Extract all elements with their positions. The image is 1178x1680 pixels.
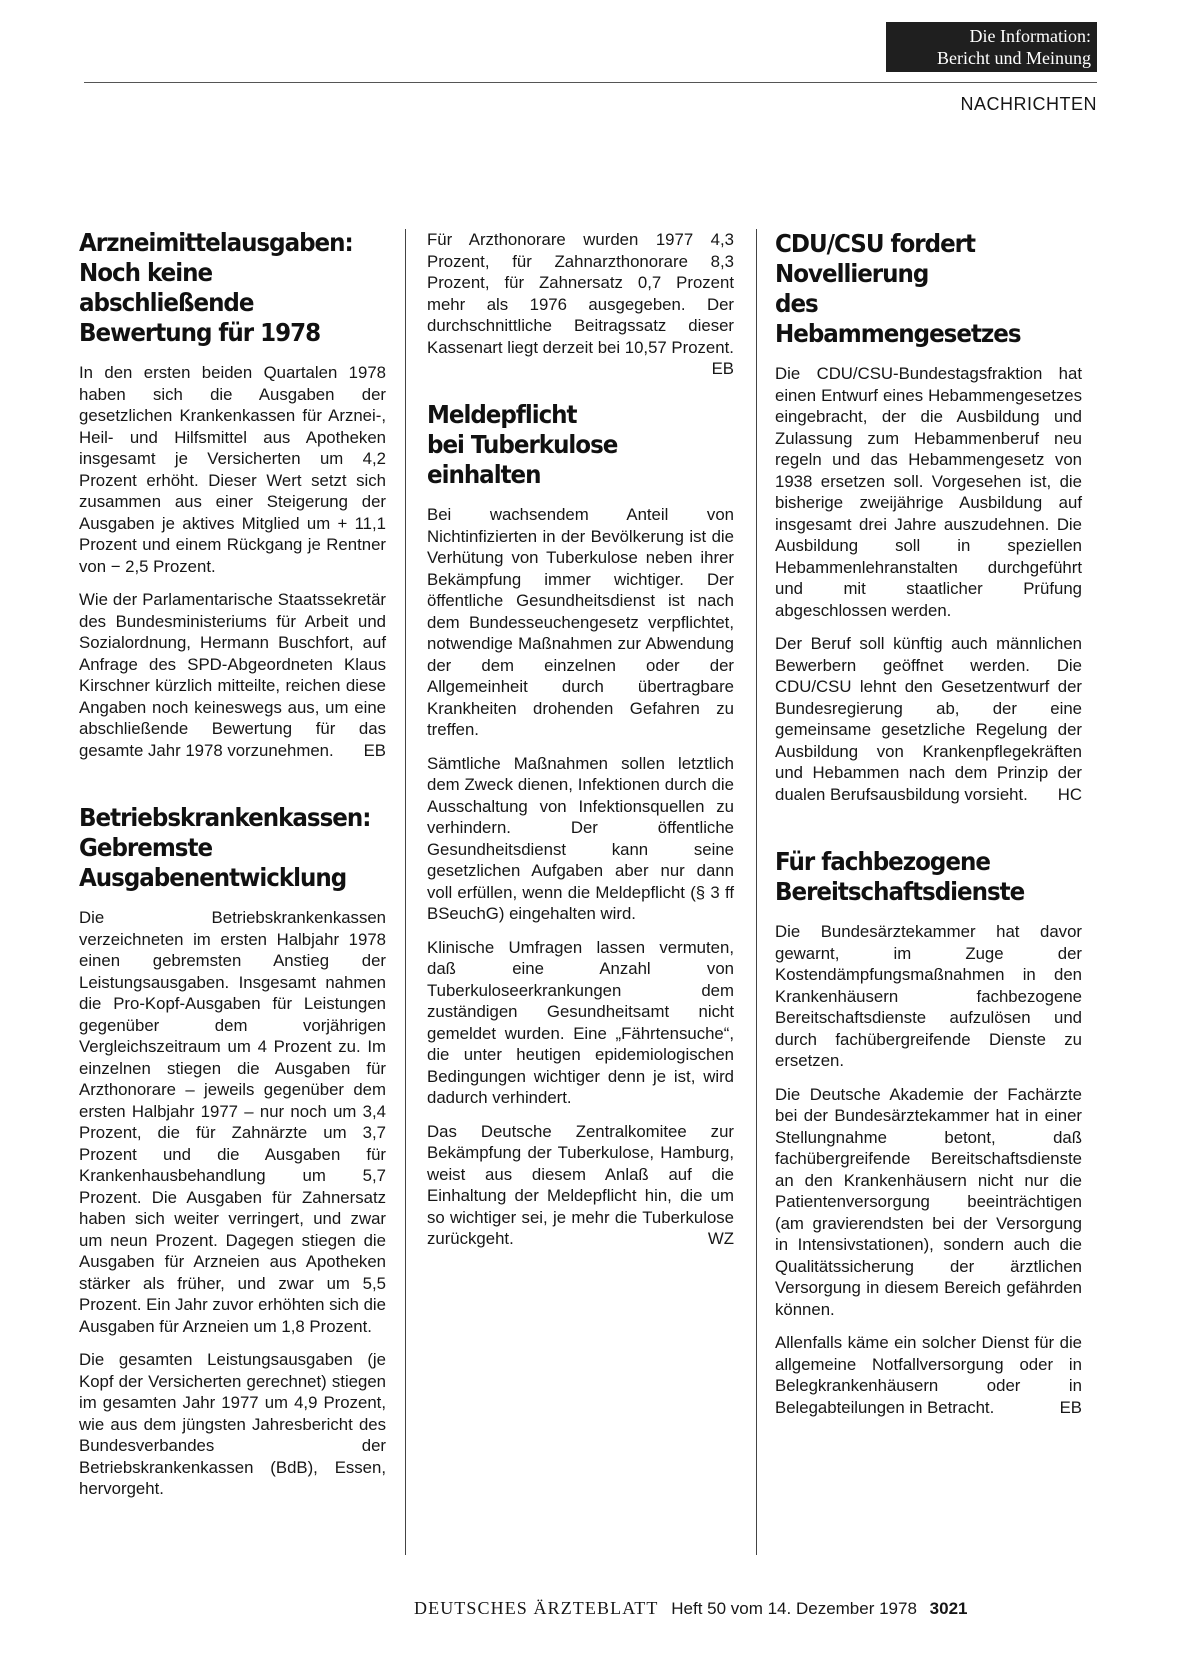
article-paragraph: Die gesamten Leistungsausgaben (je Kopf der Versicherten gerechnet) stiegen im gesamten Jahr 1977 um 4,9 Prozent, wie aus dem jüngsten Jahresbericht des Bundesverbandes der Betriebskrankenkassen (BdB), Essen, hervorgeht. — [79, 1350, 386, 1498]
article-paragraph — [79, 589, 386, 761]
article-title — [79, 228, 361, 348]
article-hebammengesetz — [775, 229, 1082, 805]
article-paragraph — [427, 1121, 734, 1250]
badge-line-2: Bericht und Meinung — [937, 48, 1091, 68]
article-paragraph: Die Deutsche Akademie der Fachärzte bei der Bundesärztekammer hat in einer Stellungnahme betont, daß fachübergreifende Bereitschaftsdienste an den Krankenhäusern nicht nur die Patientenversorgung beeinträchtigen (am gravierendsten bei der Versorgung in Intensivstationen), sondern auch die Qualitätssicherung der ärztlichen Versorgung in diesem Bereich gefährden können. — [775, 1084, 1082, 1319]
title-line: Arzneimittelausgaben: — [79, 228, 353, 257]
title-line: Meldepflicht — [427, 400, 577, 429]
author-signature: EB — [363, 740, 386, 760]
title-line: bei Tuberkulose einhalten — [427, 430, 618, 489]
paragraph-text: Der Beruf soll künftig auch männlichen Bewerbern geöffnet werden. Die CDU/CSU lehnt den Gesetzentwurf der Bundesregierung ab, der eine gemeinsame gesetzliche Regelung der Ausbildung von Krankenpflegekräften und Hebammen nach dem Prinzip der dualen Berufsausbildung vorsieht. — [775, 634, 1082, 804]
article-paragraph: Die Betriebskrankenkassen verzeichneten im ersten Halbjahr 1978 einen gebremsten Anstieg der Leistungsausgaben. Insgesamt nahmen die Pro-Kopf-Ausgaben für Leistungen gegenüber dem vorjährigen Vergleichszeitraum um 4 Prozent zu. Im einzelnen stiegen die Ausgaben für Arzthonorare – jeweils gegenüber dem ersten Halbjahr 1977 – nur noch um 3,4 Prozent, die für Zahnärzte um 3,7 Prozent und die Ausgaben für Krankenhausbehandlung um 5,7 Prozent. Die Ausgaben für Zahnersatz haben sich weiter verringert, und zwar um neun Prozent. Dagegen stiegen die Ausgaben für Arzneien aus Apotheken stärker als früher, und zwar um 5,5 Prozent. Ein Jahr zuvor erhöhten sich die Ausgaben für Arzneien um 1,8 Prozent. — [79, 908, 386, 1336]
column-divider-2 — [756, 229, 757, 1555]
header-rule — [84, 82, 1097, 83]
column-divider-1 — [405, 229, 406, 1555]
article-arzneimittelausgaben — [79, 228, 386, 761]
issue-info: Heft 50 vom 14. Dezember 1978 — [671, 1599, 917, 1618]
title-line: Für fachbezogene — [775, 847, 990, 876]
section-badge — [886, 22, 1097, 72]
author-signature: EB — [711, 359, 734, 378]
title-line: Ausgabenentwicklung — [79, 863, 347, 892]
journal-name: DEUTSCHES ÄRZTEBLATT — [414, 1598, 659, 1618]
article-spacer — [775, 817, 1082, 847]
article-bereitschaftsdienste — [775, 847, 1082, 1418]
article-spacer — [79, 773, 386, 803]
article-title — [775, 847, 1057, 907]
title-line: des Hebammengesetzes — [775, 289, 1021, 348]
author-signature: HC — [1057, 784, 1082, 804]
article-paragraph: Sämtliche Maßnahmen sollen letztlich dem Zweck dienen, Infektionen durch die Ausschaltung von Infektionsquellen zu verhindern. Der öffentliche Gesundheitsdienst kann seine gesetzlichen Aufgaben aber nur dann voll erfüllen, wenn die Meldepflicht (§ 3 ff BSeuchG) eingehalten wird. — [427, 753, 734, 923]
article-betriebskrankenkassen — [79, 803, 386, 1500]
paragraph-text: Das Deutsche Zentralkomitee zur Bekämpfung der Tuberkulose, Hamburg, weist aus diesem Anlaß auf die Einhaltung der Meldepflicht hin, die um so wichtiger sei, je mehr die Tuberkulose zurückgeht. — [427, 1121, 734, 1248]
title-line: CDU/CSU fordert — [775, 229, 975, 258]
page-number: 3021 — [929, 1599, 968, 1618]
paragraph-text: Wie der Parlamentarische Staatssekretär des Bundesministeriums für Arbeit und Sozialordnung, Hermann Buschfort, auf Anfrage des SPD-Abgeordneten Klaus Kirschner kürzlich mitteilte, reichen diese Angaben noch keineswegs aus, um eine abschließende Bewertung für das gesamte Jahr 1978 vorzunehmen. — [79, 590, 386, 760]
article-title — [79, 803, 371, 893]
article-title — [775, 229, 1057, 349]
author-signature: WZ — [707, 1229, 734, 1248]
title-line: Noch keine abschließende — [79, 258, 254, 317]
title-line: Bewertung für 1978 — [79, 318, 321, 347]
article-paragraph: Bei wachsendem Anteil von Nichtinfizierten in der Bevölkerung ist die Verhütung von Tuberkulose neben ihrer Bekämpfung immer wichtiger. Der öffentliche Gesundheitsdienst ist nach dem Bundesseuchengesetz verpflichtet, notwendige Maßnahmen zur Abwendung der dem einzelnen oder der Allgemeinheit durch übertragbare Krankheiten drohenden Gefahren zu treffen. — [427, 505, 734, 739]
article-paragraph: Die Bundesärztekammer hat davor gewarnt, im Zuge der Kostendämpfungsmaßnahmen in den Krankenhäusern fachbezogene Bereitschaftsdienste aufzulösen und durch fachübergreifende Dienste zu ersetzen. — [775, 922, 1082, 1070]
article-paragraph — [775, 1332, 1082, 1418]
article-meldepflicht — [427, 400, 734, 1250]
title-line: Betriebskrankenkassen: — [79, 803, 371, 832]
section-label: NACHRICHTEN — [960, 94, 1097, 114]
column-2 — [427, 229, 734, 1262]
page-footer — [414, 1598, 1097, 1619]
article-title — [427, 400, 709, 490]
article-paragraph: Die CDU/CSU-Bundestagsfraktion hat einen Entwurf eines Hebammengesetzes eingebracht, der die Ausbildung und Zulassung zum Hebammenberuf neu regeln und das Hebammengesetz von 1938 ersetzen soll. Vorgesehen ist, die bisherige zweijährige Ausbildung auf insgesamt drei Jahre auszudehnen. Die Ausbildung soll in speziellen Hebammenlehranstalten durchgeführt und mit staatlicher Prüfung abgeschlossen werden. — [775, 364, 1082, 620]
title-line: Bereitschaftsdienste — [775, 877, 1025, 906]
article-paragraph — [427, 229, 734, 378]
badge-line-1: Die Information: — [969, 26, 1091, 46]
paragraph-text: Allenfalls käme ein solcher Dienst für die allgemeine Notfallversorgung oder in Belegkrankenhäusern oder in Belegabteilungen in Betracht. — [775, 1333, 1082, 1417]
article-paragraph: In den ersten beiden Quartalen 1978 haben sich die Ausgaben der gesetzlichen Krankenkassen für Arznei-, Heil- und Hilfsmittel aus Apotheken insgesamt je Versicherten um 4,2 Prozent erhöht. Dieser Wert setzt sich zusammen aus einer Steigerung der Ausgaben je aktives Mitglied um + 11,1 Prozent und einem Rückgang je Rentner von − 2,5 Prozent. — [79, 363, 386, 576]
title-line: Novellierung — [775, 259, 929, 288]
article-spacer — [427, 370, 734, 400]
article-paragraph — [775, 633, 1082, 805]
paragraph-text: Für Arzthonorare wurden 1977 4,3 Prozent, für Zahnarzthonorare 8,3 Prozent, für Zahnersatz 0,7 Prozent mehr als 1976 ausgegeben. Der durchschnittliche Beitragssatz dieser Kassenart liegt derzeit bei 10,57 Prozent. — [427, 230, 734, 357]
article-paragraph: Klinische Umfragen lassen vermuten, daß eine Anzahl von Tuberkuloseerkrankungen dem zuständigen Gesundheitsamt nicht gemeldet wurden. Eine „Fährtensuche“, die unter heutigen epidemiologischen Bedingungen wichtiger denn je ist, wird dadurch verhindert. — [427, 937, 734, 1107]
author-signature: EB — [1059, 1397, 1082, 1417]
column-1 — [79, 228, 386, 1512]
column-3 — [775, 229, 1082, 1430]
title-line: Gebremste — [79, 833, 213, 862]
